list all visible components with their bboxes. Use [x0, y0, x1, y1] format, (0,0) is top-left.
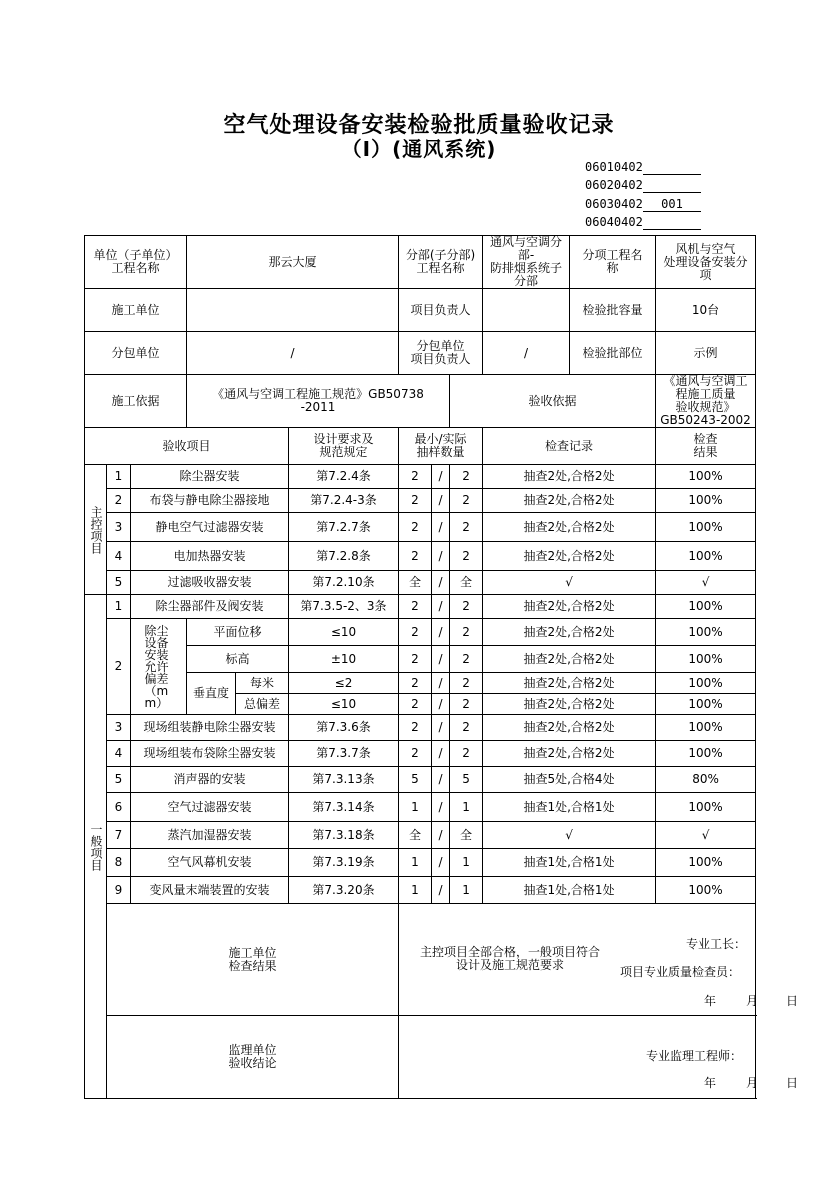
- item-slash: /: [432, 595, 450, 619]
- item-no: 5: [107, 767, 131, 793]
- item-result[interactable]: 100%: [656, 673, 756, 694]
- subcontractor-label: 分包单位: [85, 332, 187, 375]
- item-spec: 第7.3.14条: [289, 793, 399, 822]
- item-name: 布袋与静电除尘器接地: [131, 489, 289, 513]
- item-slash: /: [432, 489, 450, 513]
- item-min[interactable]: 2: [399, 489, 432, 513]
- item-spec: 第7.2.7条: [289, 513, 399, 542]
- item-min[interactable]: 1: [399, 793, 432, 822]
- item-spec: ≤10: [289, 694, 399, 715]
- item-slash: /: [432, 767, 450, 793]
- day-label: 日: [786, 994, 799, 1008]
- division-label: 分部(子分部) 工程名称: [399, 236, 483, 289]
- code-4-value[interactable]: [643, 215, 701, 230]
- construction-conclusion: 主控项目全部合格，一般项目符合 设计及施工规范要求: [419, 945, 600, 972]
- item-name: 除尘器部件及阀安装: [131, 595, 289, 619]
- item-result[interactable]: 100%: [656, 849, 756, 877]
- item-name: 现场组装静电除尘器安装: [131, 715, 289, 741]
- deviation-sub: 总偏差: [236, 694, 289, 715]
- item-spec: 第7.2.4条: [289, 465, 399, 489]
- item-record[interactable]: √: [483, 822, 656, 849]
- item-actual[interactable]: 5: [450, 767, 483, 793]
- code-1: 06010402: [585, 160, 643, 174]
- item-no: 6: [107, 793, 131, 822]
- month-label: 月: [746, 1076, 759, 1090]
- item-no: 2: [107, 489, 131, 513]
- item-min[interactable]: 2: [399, 646, 432, 673]
- batch-capacity-label: 检验批容量: [570, 289, 656, 332]
- item-slash: /: [432, 619, 450, 646]
- item-record[interactable]: 抽查2处,合格2处: [483, 465, 656, 489]
- item-record[interactable]: 抽查2处,合格2处: [483, 595, 656, 619]
- item-spec: 第7.3.7条: [289, 741, 399, 767]
- main-control-label: 主控项目: [85, 465, 107, 595]
- item-no: 1: [107, 595, 131, 619]
- item-name: 空气过滤器安装: [131, 793, 289, 822]
- item-actual[interactable]: 2: [450, 715, 483, 741]
- sub-pm-label: 分包单位 项目负责人: [399, 332, 483, 375]
- item-record[interactable]: 抽查2处,合格2处: [483, 542, 656, 571]
- item-no: 3: [107, 715, 131, 741]
- item-result[interactable]: 100%: [656, 877, 756, 904]
- inspection-table: [84, 235, 799, 1099]
- item-actual[interactable]: 2: [450, 595, 483, 619]
- item-result[interactable]: 100%: [656, 465, 756, 489]
- construction-basis-label: 施工依据: [85, 375, 187, 428]
- project-manager-label: 项目负责人: [399, 289, 483, 332]
- item-record[interactable]: 抽查1处,合格1处: [483, 849, 656, 877]
- item-no: 3: [107, 513, 131, 542]
- item-actual[interactable]: 2: [450, 694, 483, 715]
- item-no: 4: [107, 741, 131, 767]
- item-no: 1: [107, 465, 131, 489]
- item-min[interactable]: 2: [399, 715, 432, 741]
- item-no: 5: [107, 571, 131, 595]
- deviation-name: 垂直度: [187, 673, 236, 715]
- general-label: 一般项目: [85, 595, 107, 1099]
- code-3-value[interactable]: 001: [643, 197, 701, 212]
- code-2: 06020402: [585, 178, 643, 192]
- year-label: 年: [704, 994, 717, 1008]
- item-actual[interactable]: 1: [450, 793, 483, 822]
- item-min[interactable]: 2: [399, 513, 432, 542]
- item-actual[interactable]: 2: [450, 489, 483, 513]
- item-name: 静电空气过滤器安装: [131, 513, 289, 542]
- foreman-label: 专业工长：: [686, 937, 747, 951]
- item-name: 变风量末端装置的安装: [131, 877, 289, 904]
- code-3: 06030402: [585, 197, 643, 211]
- supervision-engineer-label: 专业监理工程师：: [646, 1049, 743, 1063]
- item-min[interactable]: 5: [399, 767, 432, 793]
- item-min[interactable]: 全: [399, 571, 432, 595]
- project-manager-value[interactable]: [483, 289, 570, 332]
- item-spec: ±10: [289, 646, 399, 673]
- item-slash: /: [432, 465, 450, 489]
- code-2-value[interactable]: [643, 178, 701, 193]
- item-result[interactable]: 80%: [656, 767, 756, 793]
- item-name: 除尘器安装: [131, 465, 289, 489]
- item-record[interactable]: 抽查2处,合格2处: [483, 673, 656, 694]
- year-label: 年: [704, 1076, 717, 1090]
- item-slash: /: [432, 694, 450, 715]
- item-min[interactable]: 2: [399, 542, 432, 571]
- item-actual[interactable]: 1: [450, 877, 483, 904]
- item-slash: /: [432, 849, 450, 877]
- item-result[interactable]: 100%: [656, 646, 756, 673]
- item-no: 9: [107, 877, 131, 904]
- day-label: 日: [786, 1076, 799, 1090]
- item-actual[interactable]: 2: [450, 465, 483, 489]
- item-result[interactable]: √: [656, 571, 756, 595]
- acceptance-basis-label: 验收依据: [450, 375, 656, 428]
- item-slash: /: [432, 741, 450, 767]
- item-record[interactable]: 抽查2处,合格2处: [483, 619, 656, 646]
- item-result[interactable]: √: [656, 822, 756, 849]
- item-spec: 第7.3.6条: [289, 715, 399, 741]
- subitem-value[interactable]: 风机与空气 处理设备安装分项: [656, 236, 756, 289]
- item-spec: ≤10: [289, 619, 399, 646]
- supervision-label: 监理单位 验收结论: [107, 1016, 399, 1099]
- item-result[interactable]: 100%: [656, 542, 756, 571]
- item-record[interactable]: 抽查1处,合格1处: [483, 877, 656, 904]
- item-actual[interactable]: 2: [450, 619, 483, 646]
- item-name: 蒸汽加湿器安装: [131, 822, 289, 849]
- col-design: 设计要求及 规范规定: [289, 428, 399, 465]
- col-result: 检查 结果: [656, 428, 756, 465]
- item-spec: 第7.3.20条: [289, 877, 399, 904]
- item-actual[interactable]: 2: [450, 646, 483, 673]
- item-min[interactable]: 2: [399, 673, 432, 694]
- item-min[interactable]: 1: [399, 877, 432, 904]
- item-actual[interactable]: 全: [450, 822, 483, 849]
- col-record: 检查记录: [483, 428, 656, 465]
- construction-check-label: 施工单位 检查结果: [107, 904, 399, 1016]
- item-result[interactable]: 100%: [656, 741, 756, 767]
- item-spec: 第7.3.19条: [289, 849, 399, 877]
- item-record[interactable]: 抽查2处,合格2处: [483, 741, 656, 767]
- item-slash: /: [432, 715, 450, 741]
- item-spec: ≤2: [289, 673, 399, 694]
- item-actual[interactable]: 2: [450, 542, 483, 571]
- deviation-sub: 每米: [236, 673, 289, 694]
- month-label: 月: [746, 994, 759, 1008]
- item-slash: /: [432, 513, 450, 542]
- item-min[interactable]: 2: [399, 595, 432, 619]
- page-title: 空气处理设备安装检验批质量验收记录: [223, 113, 615, 138]
- deviation-name: 标高: [187, 646, 289, 673]
- item-min[interactable]: 全: [399, 822, 432, 849]
- item-no: 7: [107, 822, 131, 849]
- item-record[interactable]: 抽查2处,合格2处: [483, 694, 656, 715]
- col-sample: 最小/实际 抽样数量: [399, 428, 483, 465]
- item-min[interactable]: 1: [399, 849, 432, 877]
- item-result[interactable]: 100%: [656, 513, 756, 542]
- item-name: 现场组装布袋除尘器安装: [131, 741, 289, 767]
- item-spec: 第7.2.8条: [289, 542, 399, 571]
- page-subtitle: （Ⅰ）(通风系统): [341, 137, 497, 161]
- item-record[interactable]: √: [483, 571, 656, 595]
- item-spec: 第7.3.5-2、3条: [289, 595, 399, 619]
- item-min[interactable]: 2: [399, 465, 432, 489]
- division-value[interactable]: 通风与空调分部- 防排烟系统子分部: [483, 236, 570, 289]
- contractor-value[interactable]: [187, 289, 399, 332]
- batch-location-label: 检验批部位: [570, 332, 656, 375]
- construction-basis-value[interactable]: 《通风与空调工程施工规范》GB50738 -2011: [187, 375, 450, 428]
- inspector-label: 项目专业质量检查员：: [620, 965, 741, 979]
- item-slash: /: [432, 793, 450, 822]
- item-name: 消声器的安装: [131, 767, 289, 793]
- item-result[interactable]: 100%: [656, 489, 756, 513]
- item-slash: /: [432, 822, 450, 849]
- item-spec: 第7.2.10条: [289, 571, 399, 595]
- deviation-group-label: 除尘设备安装允许偏差（mm）: [131, 619, 187, 715]
- contractor-label: 施工单位: [85, 289, 187, 332]
- code-4: 06040402: [585, 215, 643, 229]
- item-no: 2: [107, 619, 131, 715]
- item-spec: 第7.3.13条: [289, 767, 399, 793]
- batch-location-value[interactable]: 示例: [656, 332, 756, 375]
- code-1-value[interactable]: [643, 160, 701, 175]
- item-slash: /: [432, 646, 450, 673]
- batch-capacity-value[interactable]: 10台: [656, 289, 756, 332]
- item-name: 电加热器安装: [131, 542, 289, 571]
- item-result[interactable]: 100%: [656, 793, 756, 822]
- item-record[interactable]: 抽查2处,合格2处: [483, 715, 656, 741]
- item-spec: 第7.2.4-3条: [289, 489, 399, 513]
- deviation-name: 平面位移: [187, 619, 289, 646]
- item-record[interactable]: 抽查5处,合格4处: [483, 767, 656, 793]
- unit-name-value[interactable]: 那云大厦: [187, 236, 399, 289]
- item-record[interactable]: 抽查2处,合格2处: [483, 513, 656, 542]
- item-record[interactable]: 抽查2处,合格2处: [483, 489, 656, 513]
- item-record[interactable]: 抽查2处,合格2处: [483, 646, 656, 673]
- col-item: 验收项目: [85, 428, 289, 465]
- unit-name-label: 单位（子单位） 工程名称: [85, 236, 187, 289]
- sub-pm-value[interactable]: /: [483, 332, 570, 375]
- item-slash: /: [432, 673, 450, 694]
- item-result[interactable]: 100%: [656, 715, 756, 741]
- item-actual[interactable]: 全: [450, 571, 483, 595]
- item-slash: /: [432, 571, 450, 595]
- construction-check-area[interactable]: [399, 904, 799, 1016]
- item-actual[interactable]: 1: [450, 849, 483, 877]
- item-slash: /: [432, 542, 450, 571]
- item-spec: 第7.3.18条: [289, 822, 399, 849]
- item-min[interactable]: 2: [399, 694, 432, 715]
- item-min[interactable]: 2: [399, 741, 432, 767]
- subcontractor-value[interactable]: /: [187, 332, 399, 375]
- subitem-label: 分项工程名 称: [570, 236, 656, 289]
- item-result[interactable]: 100%: [656, 619, 756, 646]
- item-record[interactable]: 抽查1处,合格1处: [483, 793, 656, 822]
- item-name: 过滤吸收器安装: [131, 571, 289, 595]
- item-no: 4: [107, 542, 131, 571]
- acceptance-basis-value[interactable]: 《通风与空调工程施工质量 验收规范》GB50243-2002: [656, 375, 756, 428]
- item-actual[interactable]: 2: [450, 673, 483, 694]
- supervision-area[interactable]: [399, 1016, 799, 1099]
- item-result[interactable]: 100%: [656, 595, 756, 619]
- item-min[interactable]: 2: [399, 619, 432, 646]
- item-slash: /: [432, 877, 450, 904]
- item-result[interactable]: 100%: [656, 694, 756, 715]
- item-no: 8: [107, 849, 131, 877]
- item-name: 空气风幕机安装: [131, 849, 289, 877]
- item-actual[interactable]: 2: [450, 513, 483, 542]
- item-actual[interactable]: 2: [450, 741, 483, 767]
